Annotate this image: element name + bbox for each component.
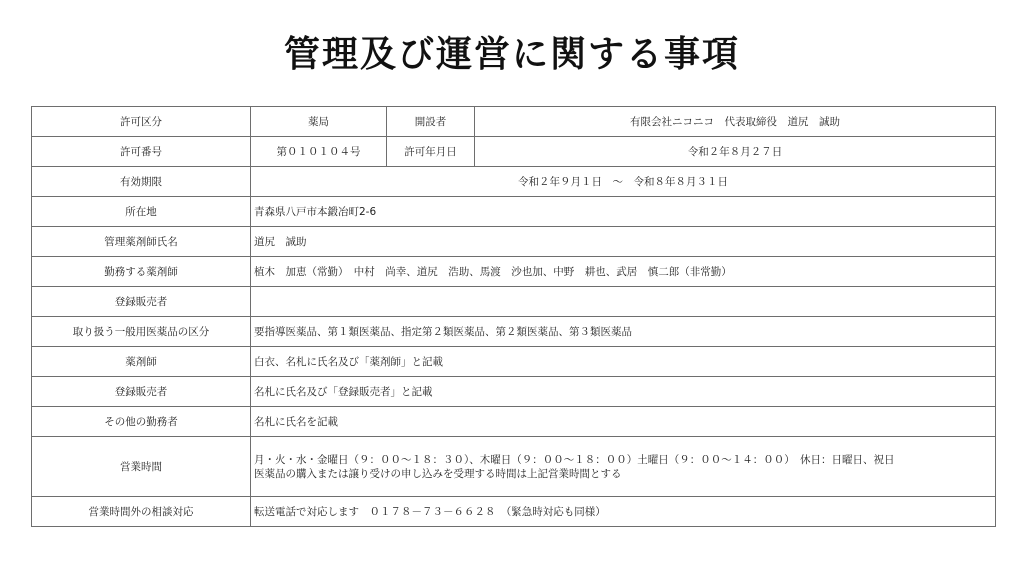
row-drug-categories [32, 317, 996, 347]
founder-value: 有限会社ニコニコ 代表取締役 道尻 誠助 [475, 107, 996, 137]
hours-line-2: 医薬品の購入または譲り受けの申し込みを受理する時間は上記営業時間とする [254, 467, 622, 480]
row-permit-number [32, 137, 996, 167]
row-manager [32, 227, 996, 257]
row-pharmacist-id [32, 347, 996, 377]
pharmacists-value: 植木 加恵（常勤） 中村 尚幸、道尻 浩助、馬渡 沙也加、中野 耕也、武居 慎二郎（非常勤） [251, 257, 996, 287]
validity-value: 令和２年９月１日 ～ 令和８年８月３１日 [251, 167, 996, 197]
after-hours-value: 転送電話で対応します ０１７８－７３－６６２８ （緊急時対応も同様） [251, 497, 996, 527]
row-after-hours [32, 497, 996, 527]
row-permit-category [32, 107, 996, 137]
founder-label: 開設者 [387, 107, 475, 137]
other-staff-label: その他の勤務者 [32, 407, 251, 437]
pharmacist-id-label: 薬剤師 [32, 347, 251, 377]
manager-value: 道尻 誠助 [251, 227, 996, 257]
row-seller-id [32, 377, 996, 407]
hours-value [251, 437, 996, 497]
permit-category-value: 薬局 [251, 107, 387, 137]
row-other-staff [32, 407, 996, 437]
registered-seller-label: 登録販売者 [32, 287, 251, 317]
address-label: 所在地 [32, 197, 251, 227]
after-hours-label: 営業時間外の相談対応 [32, 497, 251, 527]
drug-categories-label: 取り扱う一般用医薬品の区分 [32, 317, 251, 347]
pharmacists-label: 勤務する薬剤師 [32, 257, 251, 287]
row-pharmacists [32, 257, 996, 287]
registered-seller-value [251, 287, 996, 317]
pharmacist-id-value: 白衣、名札に氏名及び「薬剤師」と記載 [251, 347, 996, 377]
permit-number-value: 第０１０１０４号 [251, 137, 387, 167]
seller-id-label: 登録販売者 [32, 377, 251, 407]
hours-line-1: 月・火・水・金曜日（９：００～１８：３０）、木曜日（９：００～１８：００）土曜日（９：００～１４：００） 休日：日曜日、祝日 [254, 453, 895, 466]
seller-id-value: 名札に氏名及び「登録販売者」と記載 [251, 377, 996, 407]
row-hours [32, 437, 996, 497]
permit-number-label: 許可番号 [32, 137, 251, 167]
permit-category-label: 許可区分 [32, 107, 251, 137]
row-address [32, 197, 996, 227]
row-registered-seller [32, 287, 996, 317]
page-title: 管理及び運営に関する事項 [283, 34, 740, 75]
hours-label: 営業時間 [32, 437, 251, 497]
row-validity [32, 167, 996, 197]
info-table [31, 106, 996, 527]
drug-categories-value: 要指導医薬品、第１類医薬品、指定第２類医薬品、第２類医薬品、第３類医薬品 [251, 317, 996, 347]
other-staff-value: 名札に氏名を記載 [251, 407, 996, 437]
manager-label: 管理薬剤師氏名 [32, 227, 251, 257]
address-value: 青森県八戸市本鍛冶町2-6 [251, 197, 996, 227]
validity-label: 有効期限 [32, 167, 251, 197]
permit-date-label: 許可年月日 [387, 137, 475, 167]
permit-date-value: 令和２年８月２７日 [475, 137, 996, 167]
